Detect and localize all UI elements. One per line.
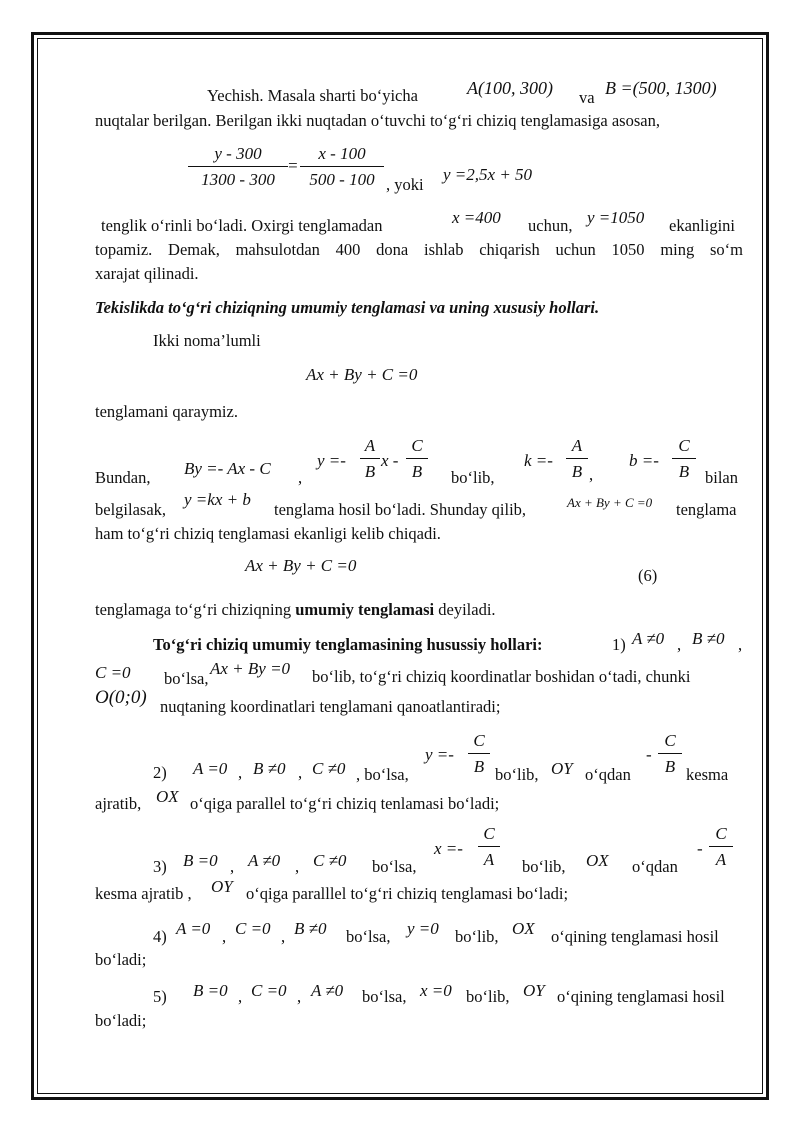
definition-line: tenglamaga to‘g‘ri chiziqning umumiy tenglamasi deyiladi. [95, 600, 496, 619]
comma: , [298, 468, 303, 487]
word-tenglama: tenglama [676, 500, 737, 519]
paragraph-line: nuqtalar berilgan. Berilgan ikki nuqtadan o‘tuvchi to‘g‘ri chiziq tenglamasiga asosan, [95, 111, 660, 130]
solution-intro: Yechish. Masala sharti bo‘yicha [207, 86, 418, 105]
case5-b: C =0 [251, 981, 287, 1000]
case1-b: B ≠0 [692, 629, 725, 648]
comma: , [677, 635, 682, 654]
case3-fraction-2: $\frac{C}{A}$ [709, 824, 733, 870]
word-bolsa: bo‘lsa, [346, 927, 391, 946]
axis-ox: OX [156, 787, 179, 806]
comma: , [738, 635, 743, 654]
word-bolib: bo‘lib, [522, 857, 566, 876]
comma: , [222, 927, 227, 946]
case1-equation: Ax + By =0 [210, 659, 291, 678]
case3-c: C ≠0 [313, 851, 347, 870]
axis-ox: OX [586, 851, 609, 870]
fraction-a-b: $\frac{A}{B}$ [360, 436, 380, 482]
fraction-y: $\frac{y - 300}{1300 - 300}$ [188, 144, 288, 190]
paragraph-text: o‘qiga paralllel to‘g‘ri chiziq tenglamasi bo‘ladi; [246, 884, 569, 903]
case5-a: B =0 [193, 981, 228, 1000]
paragraph-text: bo‘lib, to‘g‘ri chiziq koordinatlar boshidan o‘tadi, chunki [312, 667, 691, 686]
comma: , [238, 987, 243, 1006]
case2-y: y =- [425, 745, 454, 764]
paragraph-line: ham to‘g‘ri chiziq tenglamasi ekanligi kelib chiqadi. [95, 524, 441, 543]
paragraph-text: Ikki noma’lumli [153, 331, 261, 350]
paragraph-text: tenglik o‘rinli bo‘ladi. Oxirgi tenglamadan [101, 216, 383, 235]
comma: , [230, 857, 235, 876]
x-value: x =400 [452, 208, 501, 227]
fraction-b: $\frac{C}{B}$ [672, 436, 696, 482]
case5-c: A ≠0 [311, 981, 344, 1000]
comma: , [589, 465, 594, 484]
word-bolib: bo‘lib, [455, 927, 499, 946]
axis-oy: OY [211, 877, 233, 896]
paragraph-text: o‘qiga parallel to‘g‘ri chiziq tenlamasi bo‘ladi; [190, 794, 500, 813]
word-bundan: Bundan, [95, 468, 151, 487]
minus-sign: - [646, 745, 652, 764]
case-number: 4) [153, 927, 167, 946]
word-yoki: , yoki [386, 175, 424, 194]
y-value: y =1050 [587, 208, 645, 227]
equals-sign: = [287, 156, 299, 175]
paragraph-text: tenglama hosil bo‘ladi. Shunday qilib, [274, 500, 527, 519]
case3-a: B =0 [183, 851, 218, 870]
fraction-c-b: $\frac{C}{B}$ [406, 436, 428, 482]
case2-a: A =0 [193, 759, 228, 778]
comma: , [295, 857, 300, 876]
word-ekanligini: ekanligini [669, 216, 735, 235]
case3-x: x =- [434, 839, 463, 858]
word-bolsa: bo‘lsa, [372, 857, 417, 876]
case-number: 3) [153, 857, 167, 876]
case-number: 2) [153, 763, 167, 782]
fraction-x: $\frac{x - 100}{500 - 100}$ [300, 144, 384, 190]
word-va: va [579, 88, 595, 107]
case3-fraction: $\frac{C}{A}$ [478, 824, 500, 870]
paragraph-text: bo‘ladi; [95, 1011, 147, 1030]
slope-intercept-equation: y =kx + b [184, 490, 251, 509]
equation-number: (6) [638, 566, 658, 585]
case2-fraction-2: $\frac{C}{B}$ [658, 731, 682, 777]
case2-fraction: $\frac{C}{B}$ [468, 731, 490, 777]
line-equation: y =2,5x + 50 [443, 165, 533, 184]
case4-a: A =0 [176, 919, 211, 938]
section-heading: Tekislikda to‘g‘ri chiziqning umumiy tenglamasi va uning xususiy hollari. [95, 298, 600, 317]
paragraph-text: o‘qining tenglamasi hosil [551, 927, 719, 946]
word-ajratib: ajratib, [95, 794, 142, 813]
word-bolib: bo‘lib, [466, 987, 510, 1006]
equation-by: By =- Ax - C [184, 459, 271, 478]
paragraph-line: topamiz. Demak, mahsulotdan 400 dona ishlab chiqarish uchun 1050 ming so‘m [95, 240, 743, 259]
word-bilan: bilan [705, 468, 738, 487]
case4-c: B ≠0 [294, 919, 327, 938]
origin-point: O(0;0) [95, 687, 147, 708]
word-kesma: kesma [686, 765, 729, 784]
paragraph-text: o‘qining tenglamasi hosil [557, 987, 725, 1006]
case4-b: C =0 [235, 919, 271, 938]
b-equation: b =- [629, 451, 659, 470]
small-general-equation: Ax + By + C =0 [567, 495, 653, 510]
equation-y: y =- [317, 451, 346, 470]
case1-c: C =0 [95, 663, 131, 682]
case-number: 5) [153, 987, 167, 1006]
case5-equation: x =0 [420, 981, 452, 1000]
word-oqdan: o‘qdan [585, 765, 631, 784]
point-b: B =(500, 1300) [605, 78, 717, 98]
axis-ox: OX [512, 919, 535, 938]
k-equation: k =- [524, 451, 553, 470]
paragraph-text: nuqtaning koordinatlari tenglamani qanoatlantiradi; [160, 697, 501, 716]
case2-c: C ≠0 [312, 759, 346, 778]
cases-title: To‘g‘ri chiziq umumiy tenglamasining husussiy hollari: [153, 635, 543, 654]
word-bolib: bo‘lib, [495, 765, 539, 784]
word-belgilasak: belgilasak, [95, 500, 167, 519]
word-bolsa: bo‘lsa, [362, 987, 407, 1006]
axis-oy: OY [551, 759, 573, 778]
case2-b: B ≠0 [253, 759, 286, 778]
case-number: 1) [612, 635, 626, 654]
comma: , [281, 927, 286, 946]
comma: , [238, 763, 243, 782]
paragraph-text: tenglamani qaraymiz. [95, 402, 238, 421]
equation-6: Ax + By + C =0 [245, 556, 357, 575]
word-bolsa: bo‘lsa, [164, 669, 209, 688]
comma-word-bolsa: , bo‘lsa, [356, 765, 409, 784]
axis-oy: OY [523, 981, 545, 1000]
paragraph-line: xarajat qilinadi. [95, 264, 199, 283]
word-oqdan: o‘qdan [632, 857, 678, 876]
comma: , [297, 987, 302, 1006]
word-kesma-ajratib: kesma ajratib , [95, 884, 192, 903]
point-a: A(100, 300) [467, 78, 553, 98]
case1-a: A ≠0 [632, 629, 665, 648]
minus-sign: - [697, 839, 703, 858]
word-uchun: uchun, [528, 216, 573, 235]
general-equation: Ax + By + C =0 [306, 365, 418, 384]
case3-b: A ≠0 [248, 851, 281, 870]
paragraph-text: bo‘ladi; [95, 950, 147, 969]
case4-equation: y =0 [407, 919, 439, 938]
x-minus: x - [381, 451, 399, 470]
fraction-k: $\frac{A}{B}$ [566, 436, 588, 482]
comma: , [298, 763, 303, 782]
word-bolib: bo‘lib, [451, 468, 495, 487]
